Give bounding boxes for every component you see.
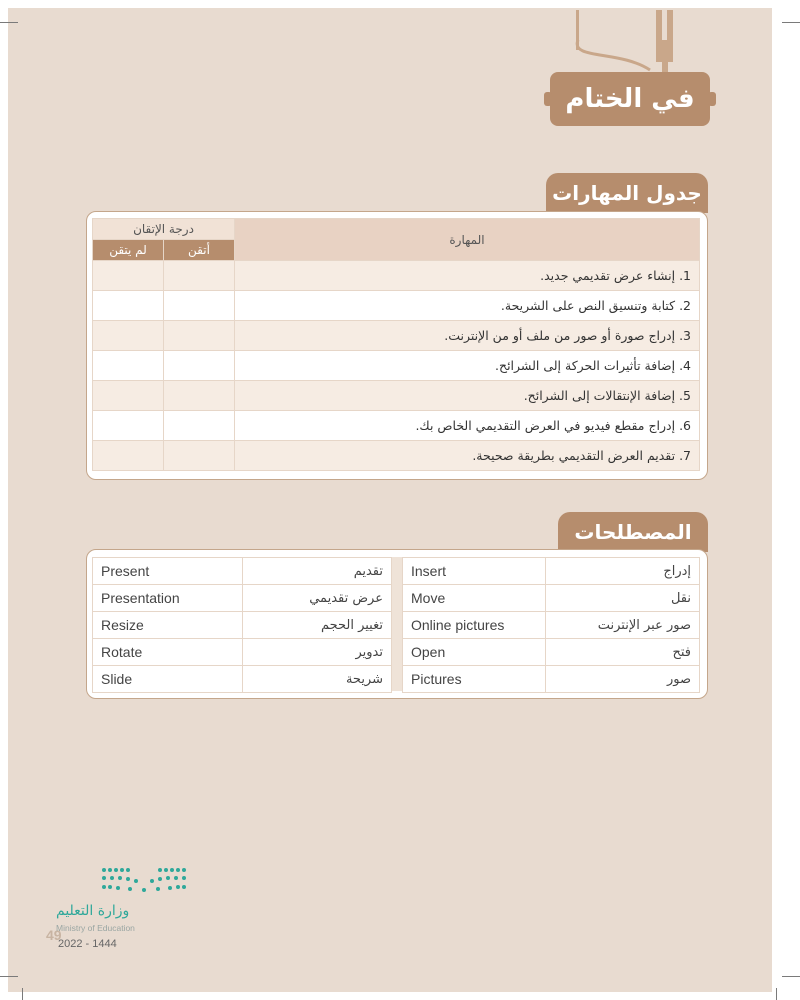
- term-row: [93, 639, 392, 666]
- mastered-header: أتقن: [164, 240, 235, 261]
- terms-divider: [392, 557, 402, 691]
- term-row: [403, 612, 700, 639]
- skill-text: 5. إضافة الإنتقالات إلى الشرائح.: [235, 381, 700, 411]
- term-english: Resize: [93, 612, 243, 639]
- term-arabic: تدوير: [243, 639, 392, 666]
- table-row: [93, 381, 700, 411]
- page-title: في الختام: [550, 72, 710, 126]
- not-mastered-cell[interactable]: [93, 351, 164, 381]
- skills-table: [92, 218, 700, 471]
- table-row: [93, 351, 700, 381]
- edition-year: 2022 - 1444: [58, 938, 117, 950]
- table-row: [93, 261, 700, 291]
- term-english: Pictures: [403, 666, 546, 693]
- term-row: [93, 585, 392, 612]
- term-arabic: نقل: [546, 585, 700, 612]
- term-arabic: تقديم: [243, 558, 392, 585]
- mastered-cell[interactable]: [164, 291, 235, 321]
- ministry-name-english: Ministry of Education: [56, 923, 135, 933]
- term-english: Slide: [93, 666, 243, 693]
- not-mastered-cell[interactable]: [93, 411, 164, 441]
- mastery-header: درجة الإتقان: [93, 219, 235, 240]
- skill-text: 4. إضافة تأثيرات الحركة إلى الشرائح.: [235, 351, 700, 381]
- skill-header: المهارة: [235, 219, 700, 261]
- not-mastered-cell[interactable]: [93, 381, 164, 411]
- term-arabic: عرض تقديمي: [243, 585, 392, 612]
- term-english: Open: [403, 639, 546, 666]
- not-mastered-header: لم يتقن: [93, 240, 164, 261]
- term-row: [93, 666, 392, 693]
- mastered-cell[interactable]: [164, 321, 235, 351]
- not-mastered-cell[interactable]: [93, 441, 164, 471]
- mastered-cell[interactable]: [164, 261, 235, 291]
- term-row: [403, 558, 700, 585]
- terms-table-right: [402, 557, 700, 693]
- table-row: [93, 321, 700, 351]
- skill-text: 2. كتابة وتنسيق النص على الشريحة.: [235, 291, 700, 321]
- skills-section-title: جدول المهارات: [546, 173, 708, 213]
- not-mastered-cell[interactable]: [93, 261, 164, 291]
- term-arabic: فتح: [546, 639, 700, 666]
- term-row: [403, 585, 700, 612]
- term-english: Present: [93, 558, 243, 585]
- terms-table-left: [92, 557, 392, 693]
- term-arabic: إدراج: [546, 558, 700, 585]
- table-row: [93, 441, 700, 471]
- crop-mark: [776, 988, 777, 1000]
- table-row: [93, 291, 700, 321]
- crop-mark: [782, 22, 800, 23]
- term-english: Rotate: [93, 639, 243, 666]
- mastered-cell[interactable]: [164, 381, 235, 411]
- term-arabic: صور عبر الإنترنت: [546, 612, 700, 639]
- crop-mark: [0, 22, 18, 23]
- term-row: [93, 612, 392, 639]
- crop-mark: [782, 976, 800, 977]
- page-background: [8, 8, 772, 992]
- term-row: [403, 666, 700, 693]
- crop-mark: [22, 988, 23, 1000]
- page-number: 49: [46, 927, 62, 943]
- mastered-cell[interactable]: [164, 411, 235, 441]
- mastered-cell[interactable]: [164, 351, 235, 381]
- ministry-name-arabic: وزارة التعليم: [56, 903, 130, 919]
- term-row: [403, 639, 700, 666]
- skill-text: 1. إنشاء عرض تقديمي جديد.: [235, 261, 700, 291]
- term-english: Insert: [403, 558, 546, 585]
- term-arabic: صور: [546, 666, 700, 693]
- terms-section-title: المصطلحات: [558, 512, 708, 552]
- crop-mark: [0, 976, 18, 977]
- mastered-cell[interactable]: [164, 441, 235, 471]
- term-english: Online pictures: [403, 612, 546, 639]
- term-arabic: شريحة: [243, 666, 392, 693]
- not-mastered-cell[interactable]: [93, 291, 164, 321]
- not-mastered-cell[interactable]: [93, 321, 164, 351]
- term-row: [93, 558, 392, 585]
- term-arabic: تغيير الحجم: [243, 612, 392, 639]
- skill-text: 6. إدراج مقطع فيديو في العرض التقديمي الخاص بك.: [235, 411, 700, 441]
- skill-text: 7. تقديم العرض التقديمي بطريقة صحيحة.: [235, 441, 700, 471]
- skill-text: 3. إدراج صورة أو صور من ملف أو من الإنترنت.: [235, 321, 700, 351]
- table-row: [93, 411, 700, 441]
- term-english: Move: [403, 585, 546, 612]
- term-english: Presentation: [93, 585, 243, 612]
- ministry-logo-icon: [100, 866, 192, 896]
